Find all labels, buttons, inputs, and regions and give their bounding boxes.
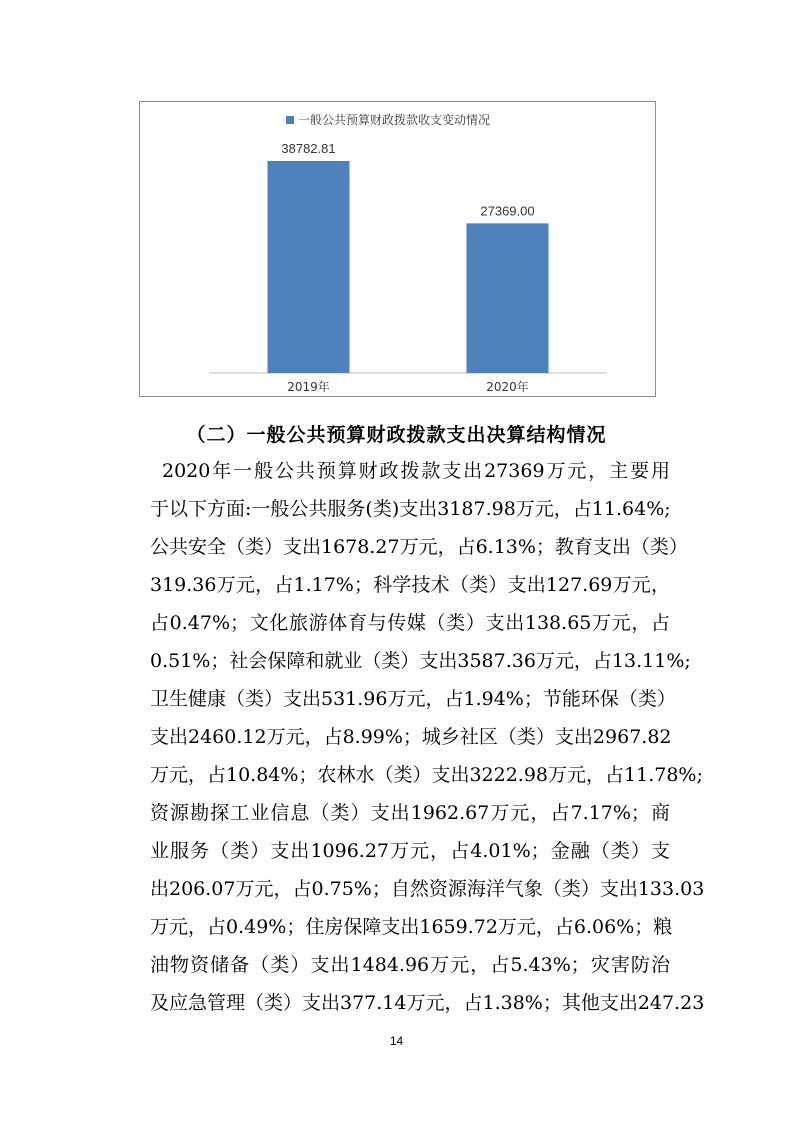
paragraph-line: 卫生健康（类）支出531.96万元，占1.94%；节能环保（类） — [150, 688, 676, 710]
data-label-2: 27369.00 — [480, 203, 535, 219]
paragraph-line: 于以下方面:一般公共服务(类)支出3187.98万元，占11.64%; — [150, 498, 671, 520]
legend-label: 一般公共预算财政拨款收支变动情况 — [298, 113, 491, 127]
chart-container — [139, 101, 656, 397]
legend-swatch — [286, 116, 294, 124]
paragraph-line: 319.36万元，占1.17%；科学技术（类）支出127.69万元， — [150, 574, 670, 596]
bars-group — [268, 141, 549, 394]
paragraph-line: 万元，占10.84%；农林水（类）支出3222.98万元，占11.78%; — [150, 764, 703, 786]
chart-legend — [286, 112, 490, 127]
body-paragraph — [150, 452, 705, 1022]
paragraph-line: 2020年一般公共预算财政拨款支出27369万元，主要用 — [162, 460, 670, 482]
section-heading: （二）一般公共预算财政拨款支出决算结构情况 — [186, 424, 607, 446]
x-tick-label-1: 2019年 — [287, 380, 330, 394]
paragraph-line: 0.51%；社会保障和就业（类）支出3587.36万元，占13.11%; — [150, 650, 691, 672]
paragraph-line: 占0.47%；文化旅游体育与传媒（类）支出138.65万元，占 — [150, 612, 670, 634]
bar-1 — [268, 161, 350, 373]
paragraph-line: 支出2460.12万元，占8.99%；城乡社区（类）支出2967.82 — [150, 726, 672, 748]
bar-2 — [467, 223, 549, 373]
paragraph-line: 万元，占0.49%；住房保障支出1659.72万元，占6.06%；粮 — [150, 916, 673, 938]
page-number: 14 — [389, 1034, 404, 1048]
paragraph-line: 公共安全（类）支出1678.27万元，占6.13%；教育支出（类） — [150, 536, 688, 558]
data-label-1: 38782.81 — [281, 140, 336, 156]
bar-chart — [140, 102, 657, 398]
paragraph-line: 出206.07万元，占0.75%；自然资源海洋气象（类）支出133.03 — [150, 878, 705, 900]
paragraph-line: 油物资储备（类）支出1484.96万元，占5.43%；灾害防治 — [150, 954, 670, 976]
x-tick-label-2: 2020年 — [486, 380, 529, 394]
paragraph-line: 业服务（类）支出1096.27万元，占4.01%；金融（类）支 — [150, 840, 670, 862]
paragraph-line: 资源勘探工业信息（类）支出1962.67万元，占7.17%；商 — [150, 802, 670, 824]
paragraph-line: 及应急管理（类）支出377.14万元，占1.38%；其他支出247.23 — [150, 992, 705, 1014]
